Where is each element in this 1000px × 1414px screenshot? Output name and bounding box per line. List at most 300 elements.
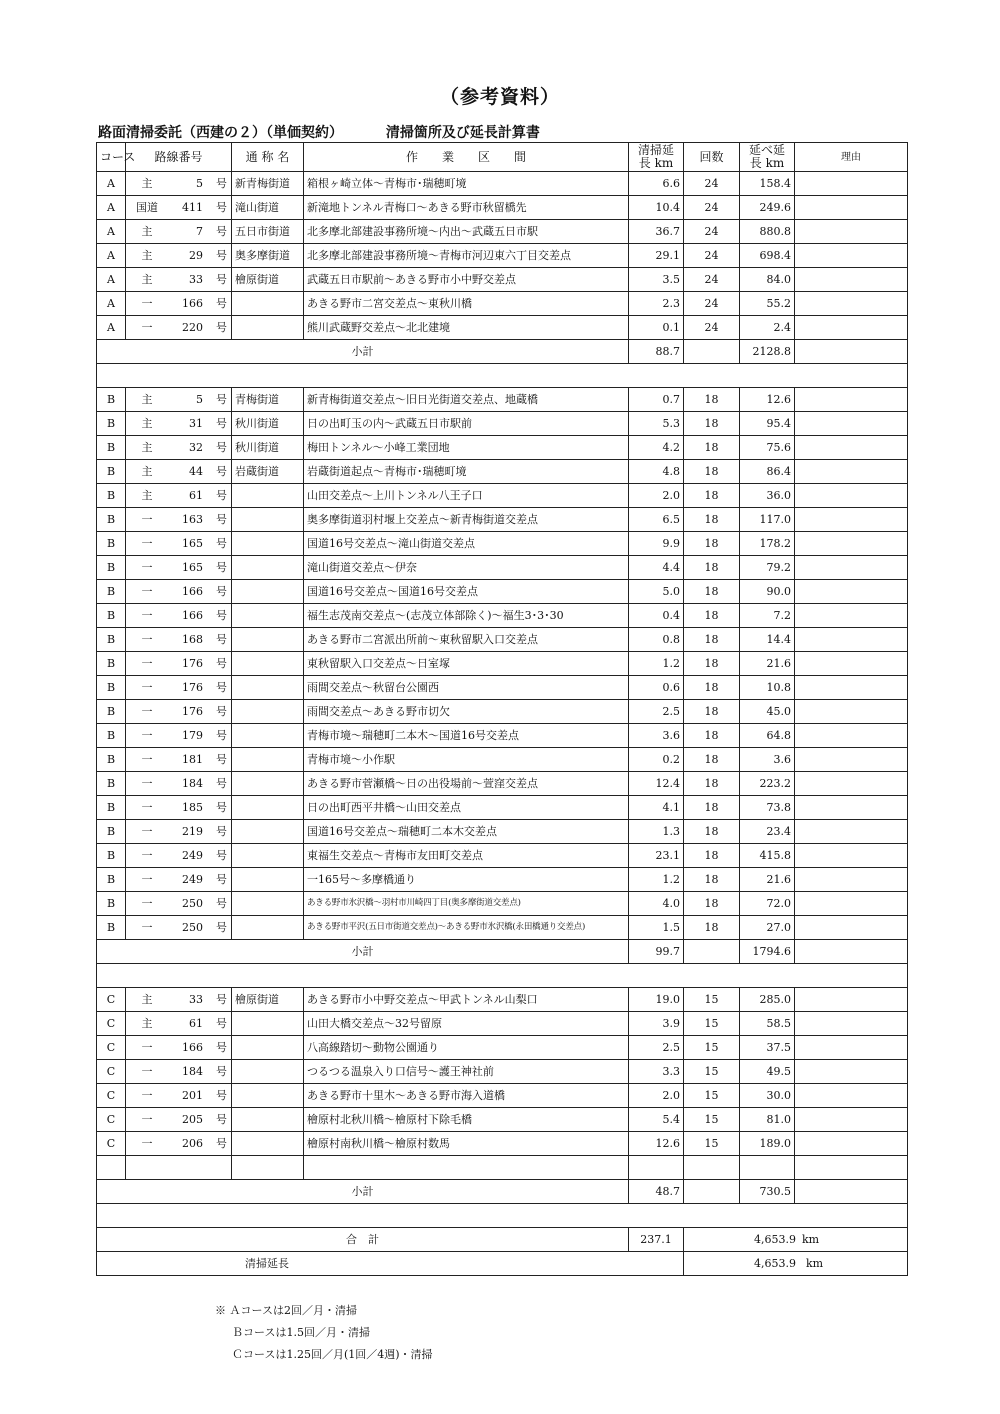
name-cell: 秋川街道	[232, 412, 304, 436]
section-cell: 岩蔵街道起点～青梅市･瑞穂町境	[304, 460, 629, 484]
course-cell: B	[97, 796, 126, 820]
length-cell: 0.4	[629, 604, 684, 628]
header-row	[97, 143, 908, 172]
length-cell: 1.2	[629, 868, 684, 892]
header-name: 通 称 名	[232, 143, 304, 172]
course-cell: B	[97, 844, 126, 868]
name-cell: 檜原街道	[232, 988, 304, 1012]
route-num: 31	[189, 417, 203, 430]
route-number	[129, 1108, 228, 1131]
reason-cell	[795, 436, 908, 460]
course-cell: C	[97, 1108, 126, 1132]
length-cell: 3.3	[629, 1060, 684, 1084]
name-cell	[232, 316, 304, 340]
route-number	[129, 844, 228, 867]
route-num: 201	[182, 1089, 203, 1102]
subtotal-length: 99.7	[629, 940, 684, 964]
route-num: 165	[182, 537, 203, 550]
length-cell: 0.6	[629, 676, 684, 700]
route-num: 250	[182, 897, 203, 910]
spacer-row	[97, 964, 908, 988]
course-cell: C	[97, 1132, 126, 1156]
table-row	[97, 484, 908, 508]
length-cell: 2.3	[629, 292, 684, 316]
table-row	[97, 172, 908, 196]
route-suffix: 号	[216, 609, 227, 622]
route-suffix: 号	[216, 417, 227, 430]
table-row	[97, 460, 908, 484]
route-kind: 一	[141, 657, 153, 670]
subtotal-length: 48.7	[629, 1180, 684, 1204]
route-number	[129, 268, 228, 291]
section-cell: 東福生交差点～青梅市友田町交差点	[304, 844, 629, 868]
count-cell: 24	[684, 172, 740, 196]
route-suffix: 号	[216, 825, 227, 838]
name-cell	[232, 700, 304, 724]
count-cell: 24	[684, 196, 740, 220]
route-kind: 一	[141, 585, 153, 598]
course-cell: B	[97, 700, 126, 724]
route-kind: 国道	[136, 201, 158, 214]
name-cell	[232, 628, 304, 652]
route-kind: 主	[141, 465, 153, 478]
reason-cell	[795, 172, 908, 196]
subtotal-total: 730.5	[740, 1180, 795, 1204]
route-number	[129, 412, 228, 435]
grand-total-label: 合 計	[97, 1228, 629, 1252]
length-cell: 12.4	[629, 772, 684, 796]
reason-cell	[795, 700, 908, 724]
name-cell	[232, 580, 304, 604]
count-cell: 18	[684, 412, 740, 436]
length-cell: 0.7	[629, 388, 684, 412]
length-cell: 5.3	[629, 412, 684, 436]
course-cell: B	[97, 436, 126, 460]
reason-cell	[795, 484, 908, 508]
length-cell: 1.3	[629, 820, 684, 844]
route-num: 61	[189, 1017, 203, 1030]
route-kind: 一	[141, 1041, 153, 1054]
total-cell: 178.2	[740, 532, 795, 556]
route-cell	[126, 484, 232, 508]
route-kind: 一	[141, 561, 153, 574]
course-cell: A	[97, 268, 126, 292]
count-cell: 18	[684, 844, 740, 868]
route-kind: 一	[141, 873, 153, 886]
route-kind: 主	[141, 1017, 153, 1030]
table-row	[97, 1036, 908, 1060]
header-count: 回数	[684, 143, 740, 172]
route-kind: 主	[141, 417, 153, 430]
course-cell: B	[97, 460, 126, 484]
route-kind: 一	[141, 921, 153, 934]
total-cell: 58.5	[740, 1012, 795, 1036]
reason-cell	[795, 388, 908, 412]
table-row	[97, 820, 908, 844]
length-cell: 6.5	[629, 508, 684, 532]
course-cell: B	[97, 868, 126, 892]
route-kind: 一	[141, 1137, 153, 1150]
route-suffix: 号	[216, 1017, 227, 1030]
route-number	[129, 604, 228, 627]
course-cell: B	[97, 820, 126, 844]
reason-cell	[795, 844, 908, 868]
route-suffix: 号	[216, 777, 227, 790]
section-cell	[304, 1156, 629, 1180]
name-cell: 青梅街道	[232, 388, 304, 412]
blank-cell	[97, 964, 908, 988]
reason-cell	[795, 628, 908, 652]
route-kind: 一	[141, 633, 153, 646]
grand-total-length: 237.1	[629, 1228, 684, 1252]
route-number	[129, 988, 228, 1011]
total-cell: 36.0	[740, 484, 795, 508]
count-cell: 15	[684, 988, 740, 1012]
reason-cell	[795, 532, 908, 556]
note-b: Ｂコースは1.5回／月・清掃	[232, 1326, 370, 1339]
reason-cell	[795, 556, 908, 580]
count-cell: 15	[684, 1084, 740, 1108]
reason-cell	[795, 196, 908, 220]
reason-cell	[795, 268, 908, 292]
course-cell: A	[97, 292, 126, 316]
route-num: 250	[182, 921, 203, 934]
length-cell: 1.2	[629, 652, 684, 676]
length-cell: 6.6	[629, 172, 684, 196]
course-cell: B	[97, 388, 126, 412]
route-number	[129, 1060, 228, 1083]
route-cell	[126, 676, 232, 700]
route-num: 205	[182, 1113, 203, 1126]
section-cell: 日の出町玉の内～武蔵五日市駅前	[304, 412, 629, 436]
header-total	[740, 143, 795, 172]
total-cell: 10.8	[740, 676, 795, 700]
route-suffix: 号	[216, 249, 227, 262]
section-cell: あきる野市氷沢橋～羽村市川崎四丁目(奥多摩街道交差点)	[304, 892, 629, 916]
count-cell: 18	[684, 460, 740, 484]
table-row	[97, 916, 908, 940]
route-suffix: 号	[216, 441, 227, 454]
route-kind: 一	[141, 1089, 153, 1102]
section-cell: 武蔵五日市駅前～あきる野市小中野交差点	[304, 268, 629, 292]
route-kind: 一	[141, 705, 153, 718]
route-num: 411	[182, 201, 203, 214]
table-row	[97, 892, 908, 916]
grand-total-value	[684, 1228, 908, 1252]
route-number	[129, 1156, 228, 1179]
route-kind: 一	[141, 825, 153, 838]
route-cell	[126, 628, 232, 652]
route-suffix: 号	[216, 897, 227, 910]
count-cell: 18	[684, 868, 740, 892]
length-cell: 5.0	[629, 580, 684, 604]
contract-title: 路面清掃委託（西建の２）（単価契約）	[98, 125, 343, 141]
subtotal-label: 小計	[97, 340, 629, 364]
route-num: 32	[189, 441, 203, 454]
course-cell: B	[97, 484, 126, 508]
reason-cell	[795, 1060, 908, 1084]
route-kind: 一	[141, 1113, 153, 1126]
total-cell: 3.6	[740, 748, 795, 772]
route-number	[129, 580, 228, 603]
route-cell	[126, 556, 232, 580]
section-cell: 青梅市境～小作駅	[304, 748, 629, 772]
course-cell: B	[97, 508, 126, 532]
count-cell: 18	[684, 628, 740, 652]
spacer-row	[97, 1204, 908, 1228]
count-cell: 18	[684, 700, 740, 724]
section-cell: 熊川武蔵野交差点～北北建境	[304, 316, 629, 340]
count-cell: 15	[684, 1060, 740, 1084]
route-kind: 主	[141, 393, 153, 406]
route-cell	[126, 460, 232, 484]
table-row	[97, 412, 908, 436]
route-kind: 主	[141, 441, 153, 454]
route-num: 166	[182, 297, 203, 310]
section-cell: 東秋留駅入口交差点～日室塚	[304, 652, 629, 676]
name-cell	[232, 748, 304, 772]
route-cell	[126, 1060, 232, 1084]
count-cell: 18	[684, 556, 740, 580]
section-cell: 雨間交差点～あきる野市切欠	[304, 700, 629, 724]
route-cell	[126, 1156, 232, 1180]
length-cell: 3.9	[629, 1012, 684, 1036]
route-number	[129, 436, 228, 459]
route-cell	[126, 988, 232, 1012]
section-cell: 新青梅街道交差点～旧日光街道交差点、地蔵橋	[304, 388, 629, 412]
length-cell: 3.6	[629, 724, 684, 748]
reason-cell	[795, 916, 908, 940]
header-length-line1: 清掃延	[637, 143, 674, 157]
name-cell	[232, 484, 304, 508]
section-cell: 青梅市境～瑞穂町二本木～国道16号交差点	[304, 724, 629, 748]
reason-cell	[795, 892, 908, 916]
reason-cell	[795, 652, 908, 676]
route-cell	[126, 604, 232, 628]
total-cell: 23.4	[740, 820, 795, 844]
total-cell: 90.0	[740, 580, 795, 604]
route-cell	[126, 844, 232, 868]
section-cell: つるつる温泉入り口信号～護王神社前	[304, 1060, 629, 1084]
route-cell	[126, 1132, 232, 1156]
route-number	[129, 1036, 228, 1059]
subtotal-reason	[795, 1180, 908, 1204]
route-number	[129, 220, 228, 243]
course-cell: B	[97, 580, 126, 604]
route-kind: 一	[141, 609, 153, 622]
route-num: 184	[182, 1065, 203, 1078]
table-row	[97, 868, 908, 892]
course-cell: B	[97, 892, 126, 916]
grand-total-number: 4,653.9	[754, 1233, 796, 1246]
course-cell: B	[97, 652, 126, 676]
count-cell: 15	[684, 1108, 740, 1132]
count-cell: 18	[684, 508, 740, 532]
total-cell: 37.5	[740, 1036, 795, 1060]
subtotal-row	[97, 1180, 908, 1204]
table-row	[97, 844, 908, 868]
count-cell: 18	[684, 652, 740, 676]
route-cell	[126, 892, 232, 916]
course-cell: C	[97, 988, 126, 1012]
total-cell: 117.0	[740, 508, 795, 532]
route-suffix: 号	[216, 177, 227, 190]
section-cell: 雨間交差点～秋留台公園西	[304, 676, 629, 700]
route-suffix: 号	[216, 201, 227, 214]
count-cell: 24	[684, 292, 740, 316]
section-cell: 山田大橋交差点～32号留原	[304, 1012, 629, 1036]
route-num: 249	[182, 873, 203, 886]
route-suffix: 号	[216, 873, 227, 886]
name-cell	[232, 1012, 304, 1036]
route-kind: 一	[141, 513, 153, 526]
section-cell: あきる野市平沢(五日市街道交差点)～あきる野市氷沢橋(永田橋通り交差点)	[304, 916, 629, 940]
table-row	[97, 556, 908, 580]
route-kind: 一	[141, 753, 153, 766]
length-cell: 0.1	[629, 316, 684, 340]
route-cell	[126, 1012, 232, 1036]
route-num: 249	[182, 849, 203, 862]
name-cell	[232, 652, 304, 676]
route-kind: 主	[141, 177, 153, 190]
table-row	[97, 604, 908, 628]
total-cell: 21.6	[740, 652, 795, 676]
header-total-line2: 長 km	[749, 156, 785, 170]
count-cell: 18	[684, 916, 740, 940]
route-number	[129, 796, 228, 819]
name-cell	[232, 892, 304, 916]
course-cell: C	[97, 1084, 126, 1108]
reason-cell	[795, 1084, 908, 1108]
notes	[215, 1300, 433, 1366]
route-number	[129, 244, 228, 267]
route-number	[129, 628, 228, 651]
route-number	[129, 316, 228, 339]
length-cell: 2.0	[629, 1084, 684, 1108]
table-row	[97, 700, 908, 724]
route-cell	[126, 724, 232, 748]
subtotal-total: 2128.8	[740, 340, 795, 364]
route-kind: 主	[141, 225, 153, 238]
length-cell: 2.5	[629, 700, 684, 724]
route-kind: 一	[141, 297, 153, 310]
table-row	[97, 268, 908, 292]
reason-cell	[795, 1012, 908, 1036]
table-row	[97, 724, 908, 748]
document-subtitle	[98, 122, 540, 142]
route-number	[129, 508, 228, 531]
reason-cell	[795, 820, 908, 844]
route-suffix: 号	[216, 225, 227, 238]
route-suffix: 号	[216, 1041, 227, 1054]
total-cell: 49.5	[740, 1060, 795, 1084]
route-num: 168	[182, 633, 203, 646]
route-cell	[126, 748, 232, 772]
reason-cell	[795, 868, 908, 892]
course-cell: A	[97, 196, 126, 220]
count-cell: 18	[684, 484, 740, 508]
route-number	[129, 748, 228, 771]
route-suffix: 号	[216, 993, 227, 1006]
count-cell: 18	[684, 532, 740, 556]
table-row	[97, 796, 908, 820]
course-cell: B	[97, 772, 126, 796]
count-cell: 18	[684, 724, 740, 748]
route-kind: 一	[141, 777, 153, 790]
route-kind: 主	[141, 489, 153, 502]
route-num: 176	[182, 657, 203, 670]
route-number	[129, 460, 228, 483]
route-kind: 一	[141, 537, 153, 550]
route-num: 176	[182, 705, 203, 718]
course-cell: B	[97, 556, 126, 580]
header-total-line1: 延べ延	[748, 143, 785, 157]
route-number	[129, 556, 228, 579]
name-cell: 岩蔵街道	[232, 460, 304, 484]
route-number	[129, 652, 228, 675]
route-number	[129, 1012, 228, 1035]
course-cell: B	[97, 604, 126, 628]
route-suffix: 号	[216, 657, 227, 670]
name-cell: 新青梅街道	[232, 172, 304, 196]
course-cell: B	[97, 676, 126, 700]
section-cell: 新滝地トンネル青梅口～あきる野市秋留橋先	[304, 196, 629, 220]
course-cell: B	[97, 916, 126, 940]
subtotal-label: 小計	[97, 1180, 629, 1204]
route-num: 166	[182, 609, 203, 622]
length-cell: 12.6	[629, 1132, 684, 1156]
length-cell: 4.4	[629, 556, 684, 580]
name-cell	[232, 676, 304, 700]
course-cell: C	[97, 1036, 126, 1060]
route-kind: 一	[141, 1065, 153, 1078]
route-kind: 主	[141, 993, 153, 1006]
course-cell: C	[97, 1060, 126, 1084]
section-cell: 檜原村南秋川橋～檜原村数馬	[304, 1132, 629, 1156]
table-row	[97, 436, 908, 460]
length-cell: 36.7	[629, 220, 684, 244]
subtotal-length: 88.7	[629, 340, 684, 364]
section-cell: あきる野市小中野交差点～甲武トンネル山梨口	[304, 988, 629, 1012]
table-row	[97, 748, 908, 772]
route-number	[129, 532, 228, 555]
name-cell	[232, 724, 304, 748]
reason-cell	[795, 772, 908, 796]
table-row	[97, 1012, 908, 1036]
course-cell: B	[97, 724, 126, 748]
reason-cell	[795, 796, 908, 820]
route-suffix: 号	[216, 753, 227, 766]
count-cell: 18	[684, 580, 740, 604]
route-suffix: 号	[216, 849, 227, 862]
section-cell: 北多摩北部建設事務所境～青梅市河辺東六丁目交差点	[304, 244, 629, 268]
page-title: （参考資料）	[439, 86, 560, 108]
section-cell: 檜原村北秋川橋～檜原村下除毛橋	[304, 1108, 629, 1132]
route-num: 176	[182, 681, 203, 694]
reason-cell	[795, 580, 908, 604]
section-cell: あきる野市二宮派出所前～東秋留駅入口交差点	[304, 628, 629, 652]
note-c: Ｃコースは1.25回／月(1回／4週)・清掃	[232, 1348, 433, 1361]
route-number	[129, 916, 228, 939]
section-cell: あきる野市十里木～あきる野市海入道橋	[304, 1084, 629, 1108]
route-suffix: 号	[216, 297, 227, 310]
total-cell: 14.4	[740, 628, 795, 652]
subtotal-reason	[795, 940, 908, 964]
route-kind: 主	[141, 273, 153, 286]
course-cell: B	[97, 412, 126, 436]
route-cell	[126, 388, 232, 412]
cleaning-length-number: 4,653.9	[754, 1257, 796, 1270]
